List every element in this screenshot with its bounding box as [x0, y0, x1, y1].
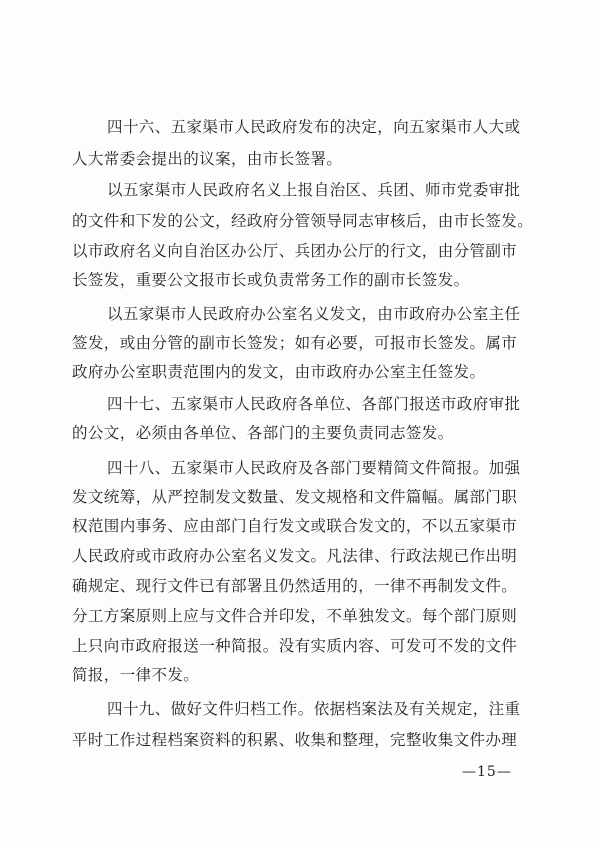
text-line-20: 四十九、做好文件归档工作。依据档案法及有关规定，注重	[107, 700, 521, 718]
text-line-19: 简报，一律不发。	[72, 666, 200, 684]
text-line-3: 以五家渠市人民政府名义上报自治区、兵团、师市党委审批	[107, 181, 521, 199]
text-line-8: 签发，或由分管的副市长签发；如有必要，可报市长签发。属市	[72, 334, 518, 352]
text-line-11: 的公文，必须由各单位、各部门的主要负责同志签发。	[72, 424, 454, 442]
text-line-14: 权范围内事务、应由部门自行发文或联合发文的，不以五家渠市	[72, 517, 518, 535]
text-line-2: 人大常委会提出的议案，由市长签署。	[72, 150, 343, 168]
text-line-10: 四十七、五家渠市人民政府各单位、各部门报送市政府审批	[107, 395, 521, 413]
text-line-15: 人民政府或市政府办公室名义发文。凡法律、行政法规已作出明	[72, 547, 518, 565]
text-line-7: 以五家渠市人民政府办公室名义发文，由市政府办公室主任	[107, 305, 521, 323]
text-line-9: 政府办公室职责范围内的发文，由市政府办公室主任签发。	[72, 363, 486, 381]
text-line-6: 长签发，重要公文报市长或负责常务工作的副市长签发。	[72, 271, 470, 289]
text-line-5: 以市政府名义向自治区办公厅、兵团办公厅的行文，由分管副市	[72, 242, 518, 260]
text-line-12: 四十八、五家渠市人民政府及各部门要精简文件简报。加强	[107, 459, 521, 477]
page-number: —15—	[462, 764, 512, 780]
text-line-16: 确规定、现行文件已有部署且仍然适用的，一律不再制发文件。	[72, 577, 518, 595]
text-line-4: 的文件和下发的公文，经政府分管领导同志审核后，由市长签发。	[72, 212, 534, 230]
text-line-1: 四十六、五家渠市人民政府发布的决定，向五家渠市人大或	[107, 118, 521, 136]
text-line-13: 发文统筹，从严控制发文数量、发文规格和文件篇幅。属部门职	[72, 488, 518, 506]
text-line-18: 上只向市政府报送一种简报。没有实质内容、可发可不发的文件	[72, 637, 518, 655]
text-line-17: 分工方案原则上应与文件合并印发，不单独发文。每个部门原则	[72, 607, 518, 625]
text-line-21: 平时工作过程档案资料的积累、收集和整理，完整收集文件办理	[72, 731, 518, 749]
